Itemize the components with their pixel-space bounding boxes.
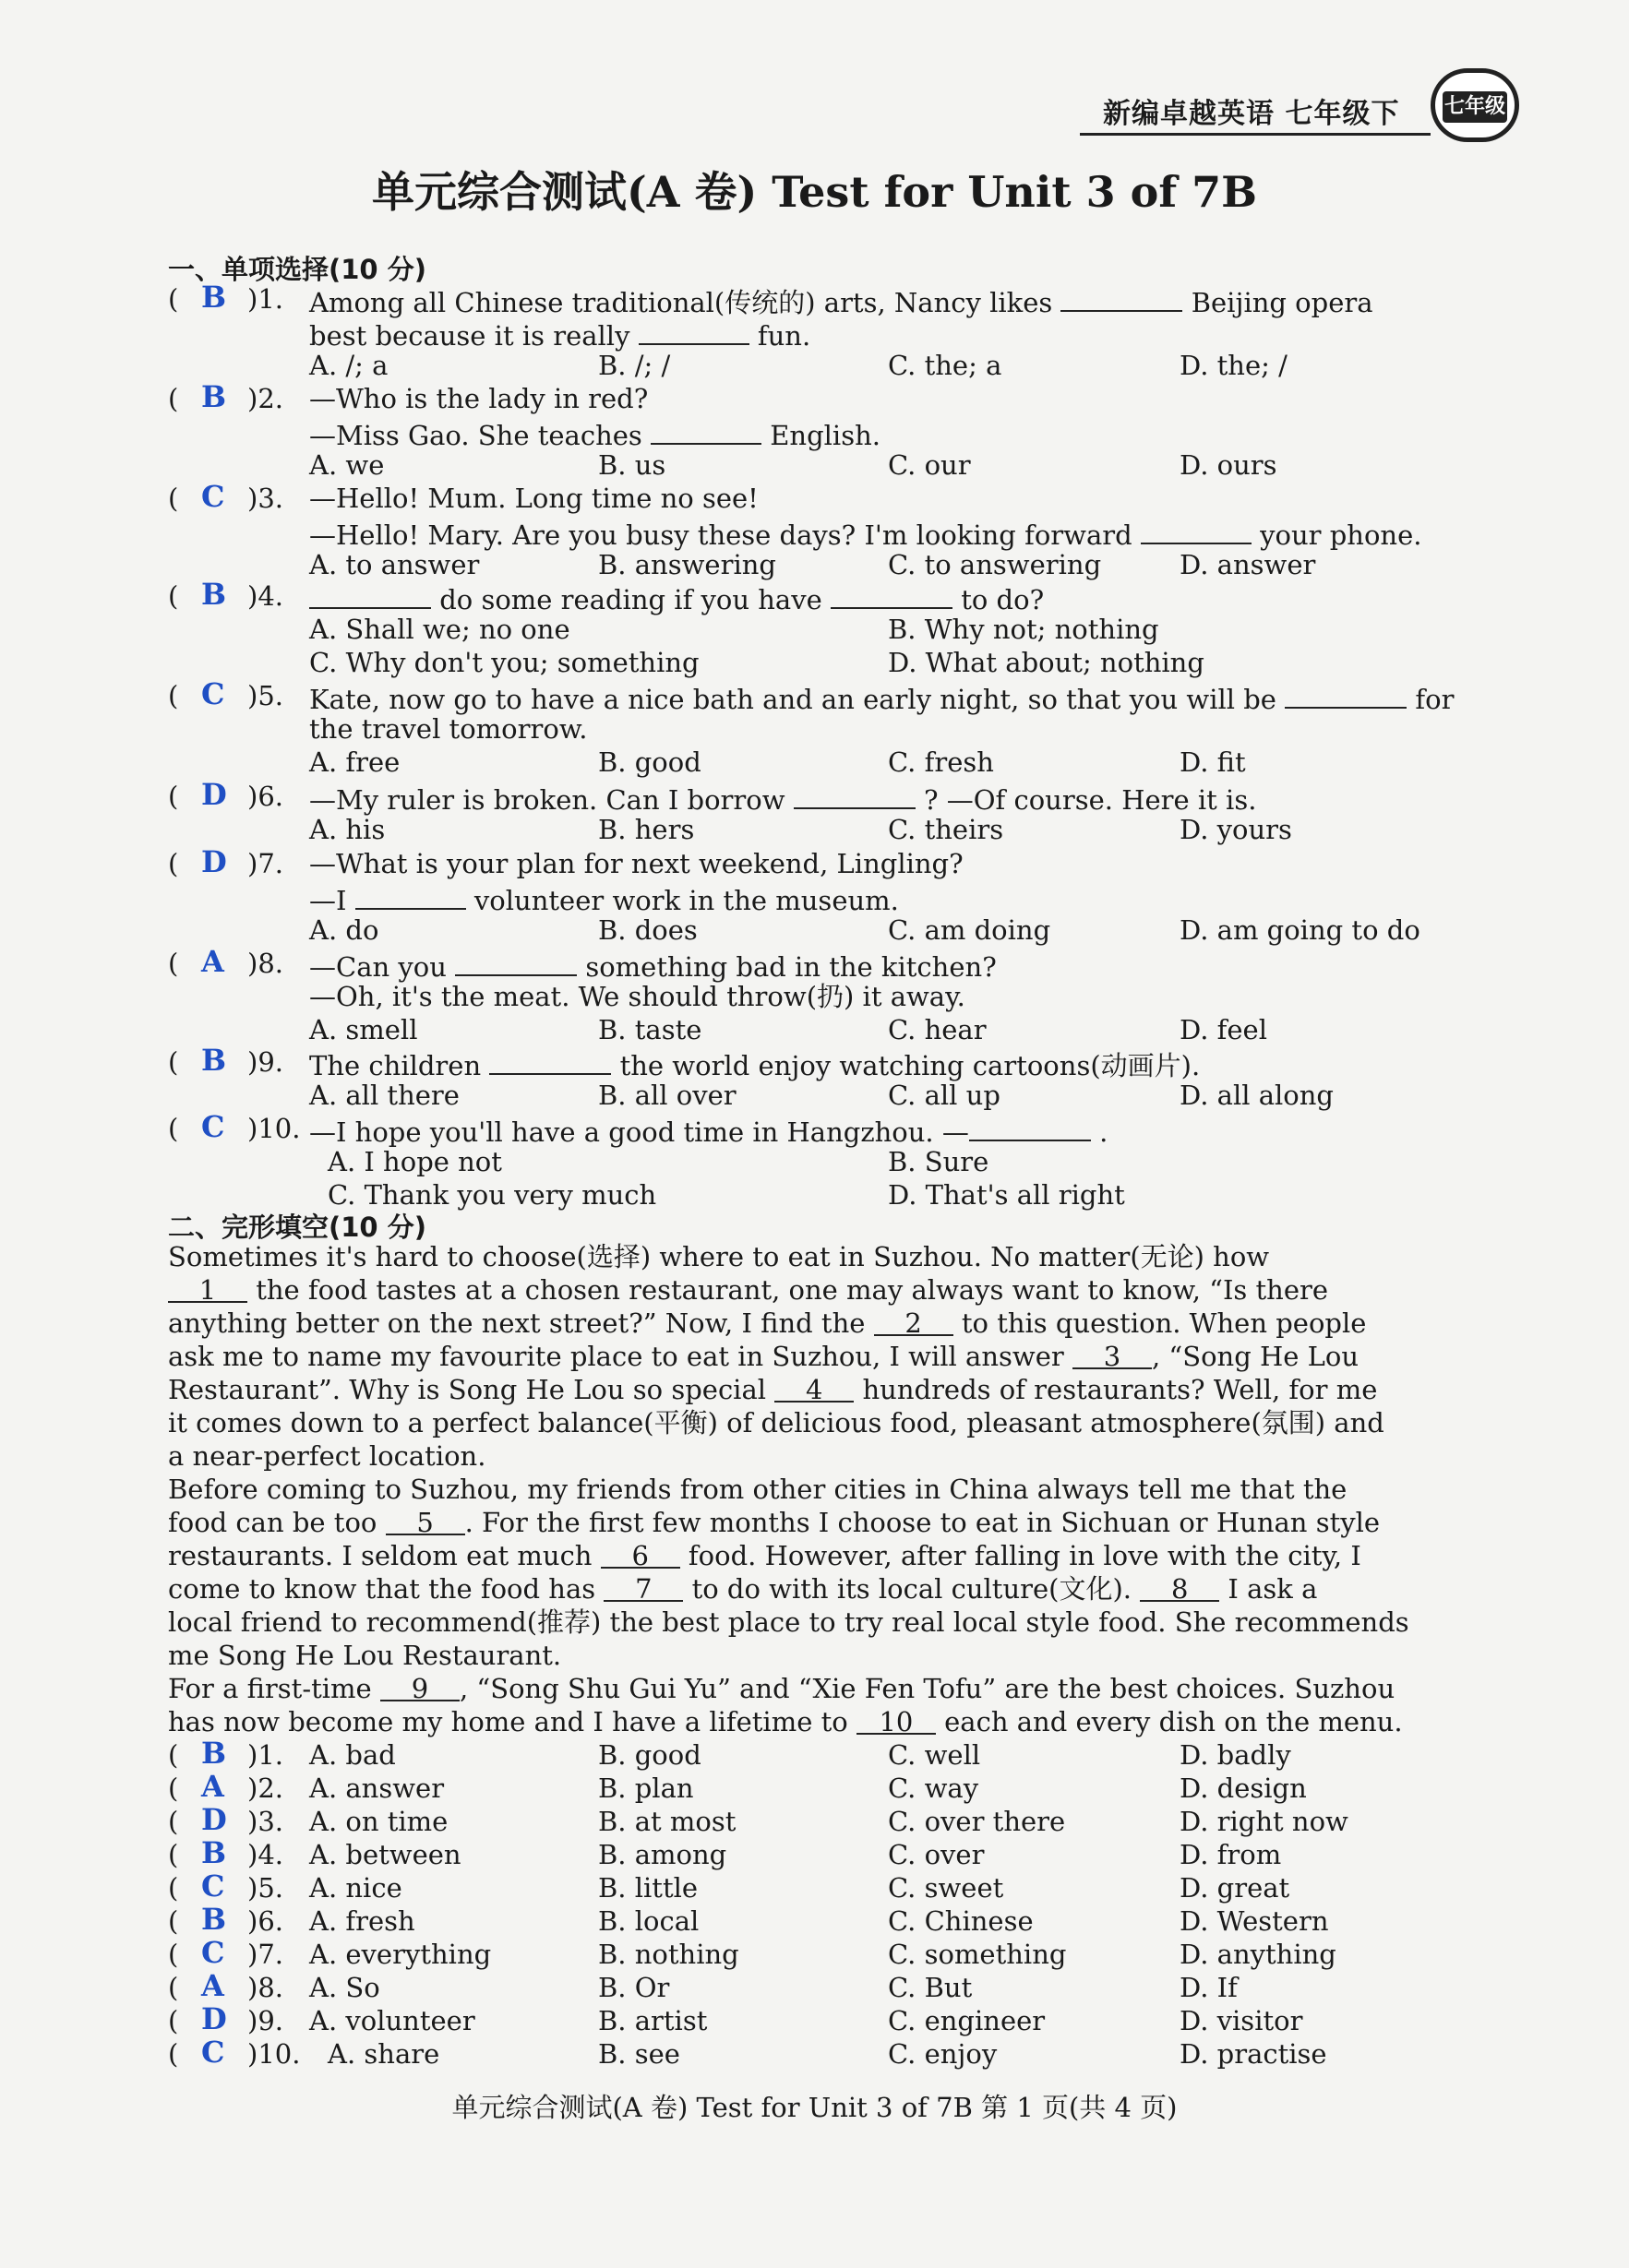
s1-question-6 (168, 777, 283, 813)
passage-line: it comes down to a perfect balance(平衡) of delicious food, pleasant atmosphere(氛围) and (168, 1407, 1384, 1438)
s2-question-10 (168, 2035, 301, 2071)
s1-q6-option-D: D. yours (1180, 814, 1292, 845)
s1-q6-option-B: B. hers (598, 814, 695, 845)
s2-q3-option-C: C. over there (888, 1806, 1066, 1837)
question-number: )3. (247, 483, 283, 514)
bracket-open: ( (168, 2038, 179, 2070)
answer-letter: B (201, 1736, 227, 1771)
question-number: )2. (247, 1773, 283, 1804)
answer-letter: A (201, 1968, 224, 2003)
s1-q9-line1: The children the world enjoy watching cartoons(动画片). (309, 1045, 1200, 1079)
s2-q4-option-D: D. from (1180, 1839, 1282, 1870)
question-number: )9. (247, 1046, 283, 1078)
answer-blank (1285, 679, 1407, 709)
s1-q7-option-D: D. am going to do (1180, 914, 1420, 946)
cloze-blank-9: 9 (380, 1672, 460, 1701)
s1-q5-option-D: D. fit (1180, 746, 1246, 778)
answer-letter: C (201, 676, 225, 711)
s1-q3-option-A: A. to answer (309, 549, 480, 580)
s2-q6-option-D: D. Western (1180, 1905, 1329, 1937)
answer-letter: D (201, 1802, 227, 1837)
passage-line: local friend to recommend(推荐) the best place to try real local style food. She recommends (168, 1606, 1409, 1638)
passage-line: anything better on the next street?” Now, I find the 2 to this question. When people (168, 1307, 1367, 1339)
answer-letter: B (201, 577, 227, 612)
grade-badge-icon (1431, 68, 1519, 142)
page-footer: 单元综合测试(A 卷) Test for Unit 3 of 7B 第 1 页(共 4 页) (451, 2092, 1178, 2123)
s1-question-8 (168, 944, 283, 980)
question-number: )2. (247, 383, 283, 414)
cloze-blank-8: 8 (1140, 1572, 1219, 1602)
answer-blank (455, 947, 577, 976)
s2-q8-option-D: D. If (1180, 1972, 1238, 2003)
bracket-open: ( (168, 1113, 179, 1144)
s1-q2-line2: —Miss Gao. She teaches English. (309, 415, 880, 448)
s1-q1-line1: Among all Chinese traditional(传统的) arts, Nancy likes Beijing opera (309, 282, 1373, 316)
bracket-open: ( (168, 1872, 179, 1904)
bracket-open: ( (168, 580, 179, 612)
cloze-blank-7: 7 (604, 1572, 683, 1602)
answer-letter: D (201, 2001, 227, 2036)
answer-blank (1060, 282, 1182, 312)
bracket-open: ( (168, 1806, 179, 1837)
s1-question-10 (168, 1109, 301, 1145)
section2-heading: 二、完形填空(10 分) (168, 1212, 426, 1243)
s1-q4-option-B: B. Why not; nothing (888, 614, 1159, 645)
s2-question-2 (168, 1769, 283, 1805)
s2-q3-option-D: D. right now (1180, 1806, 1348, 1837)
s2-q5-option-A: A. nice (309, 1872, 402, 1904)
answer-blank (794, 780, 916, 809)
cloze-blank-10: 10 (856, 1705, 936, 1735)
s1-q2-option-C: C. our (888, 449, 971, 481)
s2-q1-option-D: D. badly (1180, 1739, 1291, 1771)
s1-q8-option-A: A. smell (309, 1014, 418, 1045)
s1-q7-option-A: A. do (309, 914, 379, 946)
bracket-open: ( (168, 483, 179, 514)
s2-q1-option-B: B. good (598, 1739, 701, 1771)
answer-blank (1141, 515, 1252, 544)
question-number: )4. (247, 1839, 283, 1870)
cloze-blank-6: 6 (601, 1539, 680, 1569)
passage-line: ask me to name my favourite place to eat in Suzhou, I will answer 3 , “Song He Lou (168, 1341, 1359, 1372)
bracket-open: ( (168, 1773, 179, 1804)
answer-letter: B (201, 379, 227, 414)
s2-q9-option-C: C. engineer (888, 2005, 1046, 2036)
s1-q10-option-A: A. I hope not (328, 1146, 502, 1177)
answer-letter: C (201, 2035, 225, 2070)
answer-blank (651, 415, 761, 445)
s1-q5-line1: Kate, now go to have a nice bath and an early night, so that you will be for (309, 679, 1454, 712)
answer-letter: B (201, 280, 227, 315)
s2-q9-option-D: D. visitor (1180, 2005, 1303, 2036)
s1-question-4 (168, 577, 283, 613)
question-number: )7. (247, 1939, 283, 1970)
s1-q8-line2: —Oh, it's the meat. We should throw(扔) it away. (309, 981, 965, 1012)
s1-q10-option-C: C. Thank you very much (328, 1179, 657, 1211)
passage-line: a near-perfect location. (168, 1440, 486, 1472)
answer-letter: B (201, 1902, 227, 1937)
s2-question-5 (168, 1868, 283, 1904)
bracket-open: ( (168, 1905, 179, 1937)
s1-q5-option-B: B. good (598, 746, 701, 778)
s1-q8-option-C: C. hear (888, 1014, 987, 1045)
s2-q9-option-A: A. volunteer (309, 2005, 475, 2036)
passage-line: food can be too 5 . For the first few months I choose to eat in Sichuan or Hunan style (168, 1507, 1381, 1538)
s2-question-8 (168, 1968, 283, 2004)
bracket-open: ( (168, 781, 179, 812)
s2-q6-option-B: B. local (598, 1905, 700, 1937)
bracket-open: ( (168, 1739, 179, 1771)
s2-q5-option-B: B. little (598, 1872, 699, 1904)
bracket-open: ( (168, 2005, 179, 2036)
brand-header (1052, 85, 1421, 140)
s2-q8-option-B: B. Or (598, 1972, 670, 2003)
s2-q4-option-B: B. among (598, 1839, 727, 1870)
s1-q4-line1: do some reading if you have to do? (309, 579, 1044, 613)
s1-q2-option-D: D. ours (1180, 449, 1277, 481)
question-number: )10. (247, 1113, 301, 1144)
cloze-blank-2: 2 (874, 1307, 953, 1336)
s1-q3-line1: —Hello! Mum. Long time no see! (309, 483, 759, 514)
s1-q9-option-B: B. all over (598, 1080, 737, 1111)
s1-q9-option-C: C. all up (888, 1080, 1000, 1111)
s1-q5-line2: the travel tomorrow. (309, 713, 588, 745)
s1-q1-line2: best because it is really fun. (309, 316, 810, 349)
s1-q9-option-A: A. all there (309, 1080, 460, 1111)
s1-q10-option-D: D. That's all right (888, 1179, 1125, 1211)
answer-blank (639, 316, 749, 345)
s2-q1-option-C: C. well (888, 1739, 981, 1771)
passage-line: come to know that the food has 7 to do with its local culture(文化). 8 I ask a (168, 1573, 1318, 1605)
s2-q7-option-A: A. everything (309, 1939, 492, 1970)
s2-q10-option-C: C. enjoy (888, 2038, 998, 2070)
s2-q1-option-A: A. bad (309, 1739, 396, 1771)
answer-letter: D (201, 844, 227, 879)
s2-q10-option-B: B. see (598, 2038, 680, 2070)
s1-question-7 (168, 844, 283, 880)
answer-blank (355, 880, 466, 910)
s1-q3-option-C: C. to answering (888, 549, 1102, 580)
s2-q8-option-A: A. So (309, 1972, 380, 2003)
s1-q5-option-A: A. free (309, 746, 401, 778)
s1-q4-option-A: A. Shall we; no one (309, 614, 570, 645)
s2-q2-option-C: C. way (888, 1773, 979, 1804)
passage-line: Before coming to Suzhou, my friends from other cities in China always tell me that the (168, 1474, 1348, 1505)
passage-line: me Song He Lou Restaurant. (168, 1640, 562, 1671)
s2-question-9 (168, 2001, 283, 2037)
cloze-blank-5: 5 (386, 1506, 465, 1535)
s1-q6-line1: —My ruler is broken. Can I borrow ? —Of course. Here it is. (309, 780, 1256, 813)
s1-q6-option-C: C. theirs (888, 814, 1004, 845)
s2-q4-option-C: C. over (888, 1839, 985, 1870)
bracket-open: ( (168, 1839, 179, 1870)
question-number: )7. (247, 848, 283, 879)
question-number: )1. (247, 283, 283, 315)
question-number: )8. (247, 1972, 283, 2003)
s1-q7-line1: —What is your plan for next weekend, Lingling? (309, 848, 964, 879)
brand-text: 新编卓越英语 七年级下 (1103, 98, 1400, 130)
bracket-open: ( (168, 848, 179, 879)
s1-q6-option-A: A. his (309, 814, 386, 845)
s1-question-3 (168, 479, 283, 515)
s2-question-7 (168, 1935, 283, 1971)
grade-badge-label: 七年级 (1443, 91, 1507, 123)
question-number: )5. (247, 1872, 283, 1904)
s1-question-5 (168, 676, 283, 712)
bracket-open: ( (168, 680, 179, 711)
answer-letter: C (201, 1109, 225, 1144)
s2-q10-option-A: A. share (328, 2038, 440, 2070)
question-number: )4. (247, 580, 283, 612)
s2-question-4 (168, 1835, 283, 1871)
cloze-blank-4: 4 (774, 1373, 854, 1403)
s1-q2-option-B: B. us (598, 449, 666, 481)
section1-heading: 一、单项选择(10 分) (168, 254, 426, 285)
s1-question-2 (168, 379, 283, 415)
question-number: )9. (247, 2005, 283, 2036)
question-number: )5. (247, 680, 283, 711)
s1-q1-option-D: D. the; / (1180, 350, 1288, 381)
s2-q6-option-A: A. fresh (309, 1905, 415, 1937)
answer-blank (831, 579, 952, 609)
s1-q10-option-B: B. Sure (888, 1146, 989, 1177)
passage-line: Restaurant”. Why is Song He Lou so special 4 hundreds of restaurants? Well, for me (168, 1374, 1378, 1405)
s1-q2-option-A: A. we (309, 449, 385, 481)
s2-q7-option-B: B. nothing (598, 1939, 739, 1970)
answer-blank (309, 579, 431, 609)
s2-q2-option-D: D. design (1180, 1773, 1307, 1804)
s2-q2-option-A: A. answer (309, 1773, 445, 1804)
s2-question-6 (168, 1902, 283, 1938)
bracket-open: ( (168, 948, 179, 979)
answer-letter: A (201, 1769, 224, 1804)
s1-q5-option-C: C. fresh (888, 746, 994, 778)
brand-rule (1080, 133, 1431, 136)
cloze-blank-1: 1 (168, 1273, 247, 1303)
s1-q3-option-B: B. answering (598, 549, 776, 580)
s1-q1-option-C: C. the; a (888, 350, 1002, 381)
cloze-blank-3: 3 (1072, 1340, 1152, 1369)
s2-q3-option-A: A. on time (309, 1806, 449, 1837)
question-number: )1. (247, 1739, 283, 1771)
s1-question-1 (168, 280, 283, 316)
s1-q4-option-D: D. What about; nothing (888, 647, 1204, 678)
bracket-open: ( (168, 383, 179, 414)
s1-q8-line1: —Can you something bad in the kitchen? (309, 947, 997, 980)
s1-q1-option-B: B. /; / (598, 350, 671, 381)
s1-q7-option-C: C. am doing (888, 914, 1051, 946)
question-number: )8. (247, 948, 283, 979)
s2-q10-option-D: D. practise (1180, 2038, 1327, 2070)
bracket-open: ( (168, 1939, 179, 1970)
s1-q8-option-B: B. taste (598, 1014, 702, 1045)
s2-q5-option-C: C. sweet (888, 1872, 1004, 1904)
passage-line: restaurants. I seldom eat much 6 food. However, after falling in love with the city, I (168, 1540, 1361, 1571)
s1-q9-option-D: D. all along (1180, 1080, 1334, 1111)
s1-question-9 (168, 1043, 283, 1079)
question-number: )6. (247, 781, 283, 812)
answer-letter: A (201, 944, 224, 979)
answer-letter: B (201, 1835, 227, 1870)
s1-q1-option-A: A. /; a (309, 350, 389, 381)
answer-letter: D (201, 777, 227, 812)
passage-line: For a first-time 9 , “Song Shu Gui Yu” and “Xie Fen Tofu” are the best choices. Suzhou (168, 1673, 1395, 1704)
s2-question-3 (168, 1802, 283, 1838)
answer-letter: C (201, 479, 225, 514)
s2-q3-option-B: B. at most (598, 1806, 737, 1837)
s2-q9-option-B: B. artist (598, 2005, 708, 2036)
s2-question-1 (168, 1736, 283, 1772)
s1-q2-line1: —Who is the lady in red? (309, 383, 649, 414)
answer-blank (969, 1112, 1091, 1141)
passage-line: has now become my home and I have a lifetime to 10 each and every dish on the menu. (168, 1706, 1403, 1737)
bracket-open: ( (168, 1046, 179, 1078)
s1-q3-line2: —Hello! Mary. Are you busy these days? I'm looking forward your phone. (309, 515, 1421, 548)
answer-letter: C (201, 1935, 225, 1970)
s1-q7-line2: —I volunteer work in the museum. (309, 880, 899, 913)
question-number: )6. (247, 1905, 283, 1937)
passage-line: 1 the food tastes at a chosen restaurant, one may always want to know, “Is there (168, 1273, 1442, 1307)
s2-q7-option-D: D. anything (1180, 1939, 1336, 1970)
bracket-open: ( (168, 1972, 179, 2003)
page-title: 单元综合测试(A 卷) Test for Unit 3 of 7B (371, 167, 1258, 217)
s2-q7-option-C: C. something (888, 1939, 1067, 1970)
question-number: )3. (247, 1806, 283, 1837)
bracket-open: ( (168, 283, 179, 315)
s2-q2-option-B: B. plan (598, 1773, 694, 1804)
s1-q4-option-C: C. Why don't you; something (309, 647, 700, 678)
answer-letter: C (201, 1868, 225, 1904)
s2-q8-option-C: C. But (888, 1972, 973, 2003)
s1-q10-line1: —I hope you'll have a good time in Hangzhou. — . (309, 1112, 1108, 1145)
question-number: )10. (247, 2038, 301, 2070)
answer-blank (489, 1045, 611, 1075)
s2-q5-option-D: D. great (1180, 1872, 1290, 1904)
s2-q4-option-A: A. between (309, 1839, 461, 1870)
answer-letter: B (201, 1043, 227, 1078)
s1-q3-option-D: D. answer (1180, 549, 1316, 580)
s1-q8-option-D: D. feel (1180, 1014, 1267, 1045)
passage-line: Sometimes it's hard to choose(选择) where to eat in Suzhou. No matter(无论) how (168, 1241, 1270, 1272)
s2-q6-option-C: C. Chinese (888, 1905, 1034, 1937)
s1-q7-option-B: B. does (598, 914, 698, 946)
